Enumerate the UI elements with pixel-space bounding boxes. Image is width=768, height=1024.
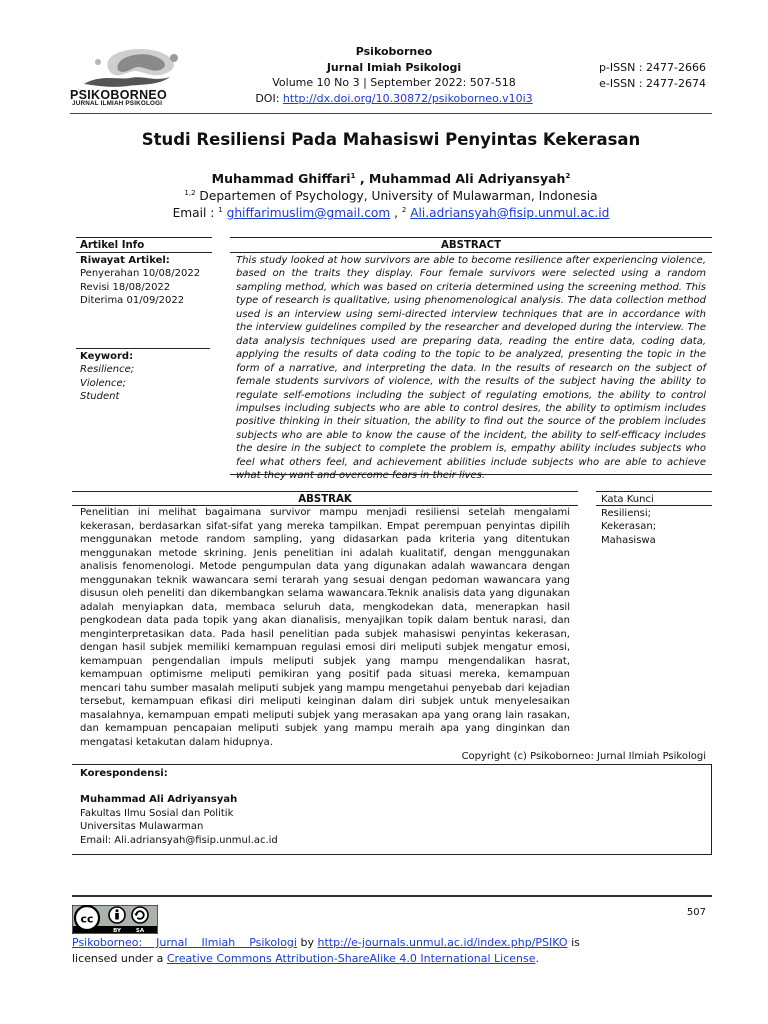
email-separator: , (390, 206, 402, 220)
kata-kunci-top-rule (596, 491, 712, 492)
email-2-link[interactable]: Ali.adriansyah@fisip.unmul.ac.id (410, 206, 610, 220)
logo-subtitle: JURNAL ILMIAH PSIKOLOGI (72, 100, 163, 107)
kata-kunci-item: Resiliensi; (601, 508, 652, 519)
license-statement (72, 935, 712, 966)
kata-kunci-item: Kekerasan; (601, 521, 657, 533)
paper-title: Studi Resiliensi Pada Mahasiswi Penyintas Kekerasan (141, 130, 641, 149)
email-label: Email : (172, 206, 219, 220)
email-1-link[interactable]: ghiffarimuslim@gmail.com (226, 206, 391, 220)
history-revised: Revisi 18/08/2022 (80, 281, 171, 293)
correspondence-email: Email: Ali.adriansyah@fisip.unmul.ac.id (80, 834, 278, 846)
abstract-heading: ABSTRACT (440, 240, 502, 251)
keyword-item: Violence; (80, 377, 127, 389)
keyword-block (80, 350, 210, 404)
kata-kunci-item: Mahasiswa (601, 534, 656, 546)
cc-by-label: BY (113, 928, 121, 934)
author-1: Muhammad Ghiffari (211, 171, 351, 186)
license-by: by (296, 936, 318, 949)
journal-link[interactable]: Psikoborneo: Jurnal Ilmiah Psikologi (72, 936, 297, 949)
keyword-label: Keyword: (80, 351, 134, 362)
author-2: , Muhammad Ali Adriyansyah (355, 171, 566, 186)
copyright-notice: Copyright (c) Psikoborneo: Jurnal Ilmiah Psikologi (461, 751, 706, 762)
kata-kunci-list (601, 507, 711, 547)
issn-block (560, 60, 706, 92)
abstrak-indonesian-text: Penelitian ini melihat bagaimana survivor mampu menjadi resiliensi setelah mengalami kekerasan, berdasarkan sifat-sifat yang mereka tampilkan. Empat perempuan penyintas dipilih menggunakan metode random sampling, yang didasarkan pada kriteria yang ditentukan menggunakan metode skrining. Jenis penelitian ini adalah kualitatif, dengan menggunakan analisis fenomenologi. Metode pengumpulan data yang digunakan adalah wawancara dengan menggunakan teknik wawancara semi terarah yang sesuai dengan pedoman wawancara yang disusun oleh peneliti dan dikembangkan selama wawancara.Teknik analisis data yang digunakan adalah menyiapkan data, membaca seluruh data, mengkodekan data, menerapkan hasil pengkodean data pada topik yang akan dianalisis, menyajikan topik dalam bentuk narasi, dan menginterpretasikan data. Pada hasil penelitian pada subjek mahasiswi penyintas kekerasan, dengan hasil subjek memiliki kemampuan regulasi emosi diri meliputi subjek mengatur emosi, kemampuan pengendalian impuls meliputi subjek yang mampu mengendalikan hasrat, kemampuan optimisme meliputi pemikiran yang positif pada situasi mereka, kemampuan mencari tahu sumber masalah meliputi subjek yang mampu mengetahui penyebab dari kejadian tersebut, kemampuan efikasi diri meliputi keinginan dalam diri subjek untuk menyelesaikan masalahnya, kemampuan empati meliputi subjek yang merasakan apa yang orang lain rasakan, dan kemampuan pencapaian meliputi subjek yang mampu meraih apa yang dinginkan dan mengatasi ketakutan dalam hidupnya. (80, 507, 570, 748)
cc-license-badge[interactable] (72, 905, 158, 934)
cc-by-sa-icon (72, 905, 158, 934)
keyword-item: Resilience; (80, 364, 135, 376)
cc-license-link[interactable]: Creative Commons Attribution-ShareAlike 4.0 International License (166, 951, 536, 965)
abstract-bottom-rule (230, 474, 712, 475)
history-label: Riwayat Artikel: (80, 255, 170, 266)
logo-emblem-icon (70, 44, 210, 90)
doi-link[interactable]: http://dx.doi.org/10.30872/psikoborneo.v10i3 (282, 91, 533, 105)
abstract-english-text: This study looked at how survivors are able to become resilience after experiencing violence, based on the traits they display. Four female survivors were selected using a random sampling method, which was based on criteria determined using the screening method. This type of research is qualitative, using phenomenological analysis. The data collection method used is an interview using semi-directed interview techniques that are in accordance with the interview guidelines compiled by the researcher and developed during the interview. The data analysis techniques used are preparing data, reading the entire data, coding data, applying the results of data coding to the topic to be analyzed, presenting the topic in the form of a narrative, and interpreting the data. In the results of research on the subject of female students survivors of violence, with the results of the subject having the ability to regulate self-emotions including the subject of regulating emotions, the ability to control impulses including subjects who are able to control desires, the ability to optimism includes positive thinking in their situation, the ability to find out the source of the problem includes subjects who are able to know the cause of the incident, the ability to self-efficacy includes the desire in the subject to complete the problem is, empathy ability includes subjects who feel what others feel, and achievement abilities include subjects who are able to achieve what they want and overcome fears in their lives. (236, 255, 706, 482)
license-prefix: licensed under a (72, 951, 167, 965)
correspondence-university: Universitas Mulawarman (80, 821, 204, 833)
article-history (80, 254, 210, 308)
page-number: 507 (686, 907, 706, 918)
abstrak-heading: ABSTRAK (298, 494, 352, 505)
cc-sa-label: SA (135, 928, 145, 934)
abstract-head-rule (230, 252, 712, 253)
journal-header (225, 44, 563, 106)
journal-name: Psikoborneo (355, 45, 433, 58)
abstract-top-rule (230, 237, 712, 238)
doi-line (225, 91, 563, 107)
article-info-heading: Artikel Info (80, 240, 145, 251)
info-head-rule (76, 252, 212, 253)
journal-subtitle: Jurnal Imiah Psikologi (326, 60, 462, 74)
journal-url-link[interactable]: http://e-journals.unmul.ac.id/index.php/PSIKO (317, 936, 568, 949)
correspondence-block (80, 767, 480, 847)
correspondence-name: Muhammad Ali Adriyansyah (80, 794, 238, 806)
volume-info: Volume 10 No 3 | September 2022: 507-518 (272, 76, 516, 89)
correspondence-faculty: Fakultas Ilmu Sosial dan Politik (80, 807, 234, 819)
kata-kunci-heading: Kata Kunci (601, 494, 654, 505)
svg-text:cc: cc (80, 912, 94, 926)
abstrak-top-rule (72, 491, 578, 492)
license-period: . (535, 951, 540, 965)
doi-label: DOI: (255, 91, 280, 105)
history-accepted: Diterima 01/09/2022 (80, 295, 185, 307)
affiliation (70, 189, 712, 203)
p-issn: p-ISSN : 2477-2666 (598, 61, 706, 74)
correspondence-label: Korespondensi: (80, 768, 168, 779)
footer-divider (72, 895, 712, 897)
e-issn: e-ISSN : 2477-2674 (599, 77, 706, 90)
keyword-rule (76, 348, 210, 349)
history-submitted: Penyerahan 10/08/2022 (80, 268, 201, 280)
logo-wordmark: PSIKOBORNEO (70, 88, 168, 102)
email-line (70, 206, 712, 220)
email-2-sup: 2 (401, 205, 407, 214)
affiliation-text: Departemen of Psychology, University of Mulawarman, Indonesia (195, 189, 598, 203)
email-1-sup: 1 (218, 205, 223, 214)
correspondence-right-border (711, 764, 712, 854)
correspondence-top-rule (72, 764, 712, 765)
license-is: is (567, 936, 580, 949)
keyword-item: Student (80, 391, 120, 403)
author-1-sup: 1 (350, 171, 356, 180)
journal-logo (70, 44, 210, 110)
author-line (70, 171, 712, 186)
affiliation-sup: 1,2 (184, 188, 196, 197)
header-divider (70, 113, 712, 114)
info-top-rule (76, 237, 212, 238)
author-2-sup: 2 (565, 171, 571, 180)
kata-kunci-head-rule (596, 505, 712, 506)
correspondence-bottom-rule (72, 854, 712, 855)
